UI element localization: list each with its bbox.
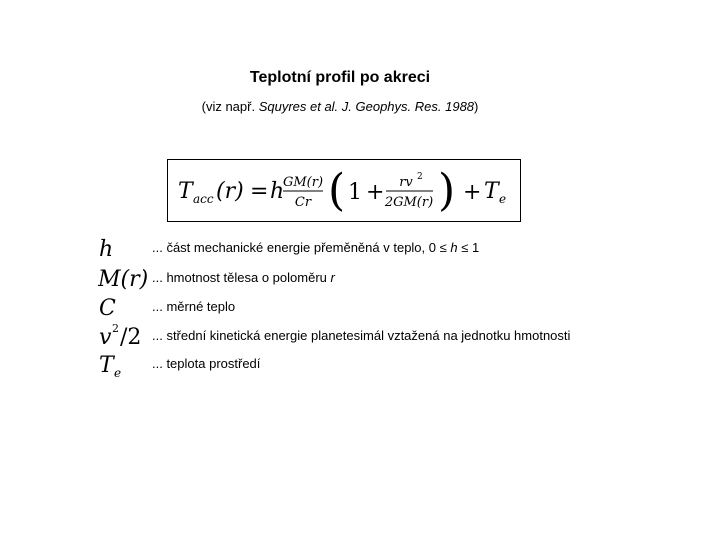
formula-plus2: + xyxy=(463,180,482,205)
formula-lhs-T: T xyxy=(178,179,193,204)
formula-frac2-den: 2GM(r) xyxy=(384,195,434,210)
legend-symbol-v2 xyxy=(98,322,150,350)
formula-h: h xyxy=(270,179,285,204)
subtitle-suffix: ) xyxy=(474,99,479,114)
formula-lhs-sub: acc xyxy=(193,192,214,206)
legend-symbol-te xyxy=(98,350,150,378)
formula-plus: + xyxy=(366,180,385,205)
formula-one: 1 xyxy=(348,180,362,205)
svg-text:T: T xyxy=(99,353,114,378)
formula-rparen: ) xyxy=(438,165,456,216)
svg-text:h: h xyxy=(99,237,114,262)
legend-symbol-c xyxy=(98,293,150,321)
svg-text:C: C xyxy=(99,296,116,321)
svg-text:v: v xyxy=(99,325,112,350)
formula-lhs-arg: (r) xyxy=(216,179,244,204)
svg-text:/2: /2 xyxy=(120,325,142,350)
formula-Te-sub: e xyxy=(499,192,507,206)
subtitle-citation: Squyres et al. J. Geophys. Res. 1988 xyxy=(258,99,475,114)
legend-desc-c: ... měrné teplo xyxy=(152,299,236,314)
formula-eq: = xyxy=(250,179,269,204)
legend-desc-te: ... teplota prostředí xyxy=(152,356,261,371)
subtitle-prefix: (viz např. xyxy=(201,99,259,114)
formula-Te-T: T xyxy=(484,179,499,204)
formula-frac2-num-sup: 2 xyxy=(417,172,423,182)
page-title: Teplotní profil po akreci xyxy=(249,69,431,86)
legend-symbol-h xyxy=(98,234,150,262)
formula-frac2-num: rv xyxy=(399,175,413,190)
svg-text:M(r): M(r) xyxy=(98,267,149,292)
legend-symbol-mr xyxy=(98,264,150,292)
svg-text:e: e xyxy=(114,366,122,378)
formula-frac1-den: Cr xyxy=(294,195,312,210)
legend-desc-v2: ... střední kinetická energie planetesimál vztažená na jednotku hmotnosti xyxy=(152,328,571,343)
legend-desc-h: ... část mechanické energie přeměněná v teplo, 0 ≤ h ≤ 1 xyxy=(152,240,480,255)
svg-text:2: 2 xyxy=(112,322,119,335)
legend-desc-mr: ... hmotnost tělesa o poloměru r xyxy=(152,270,335,285)
formula-frac1-num: GM(r) xyxy=(282,175,324,190)
formula-lparen: ( xyxy=(328,165,346,216)
